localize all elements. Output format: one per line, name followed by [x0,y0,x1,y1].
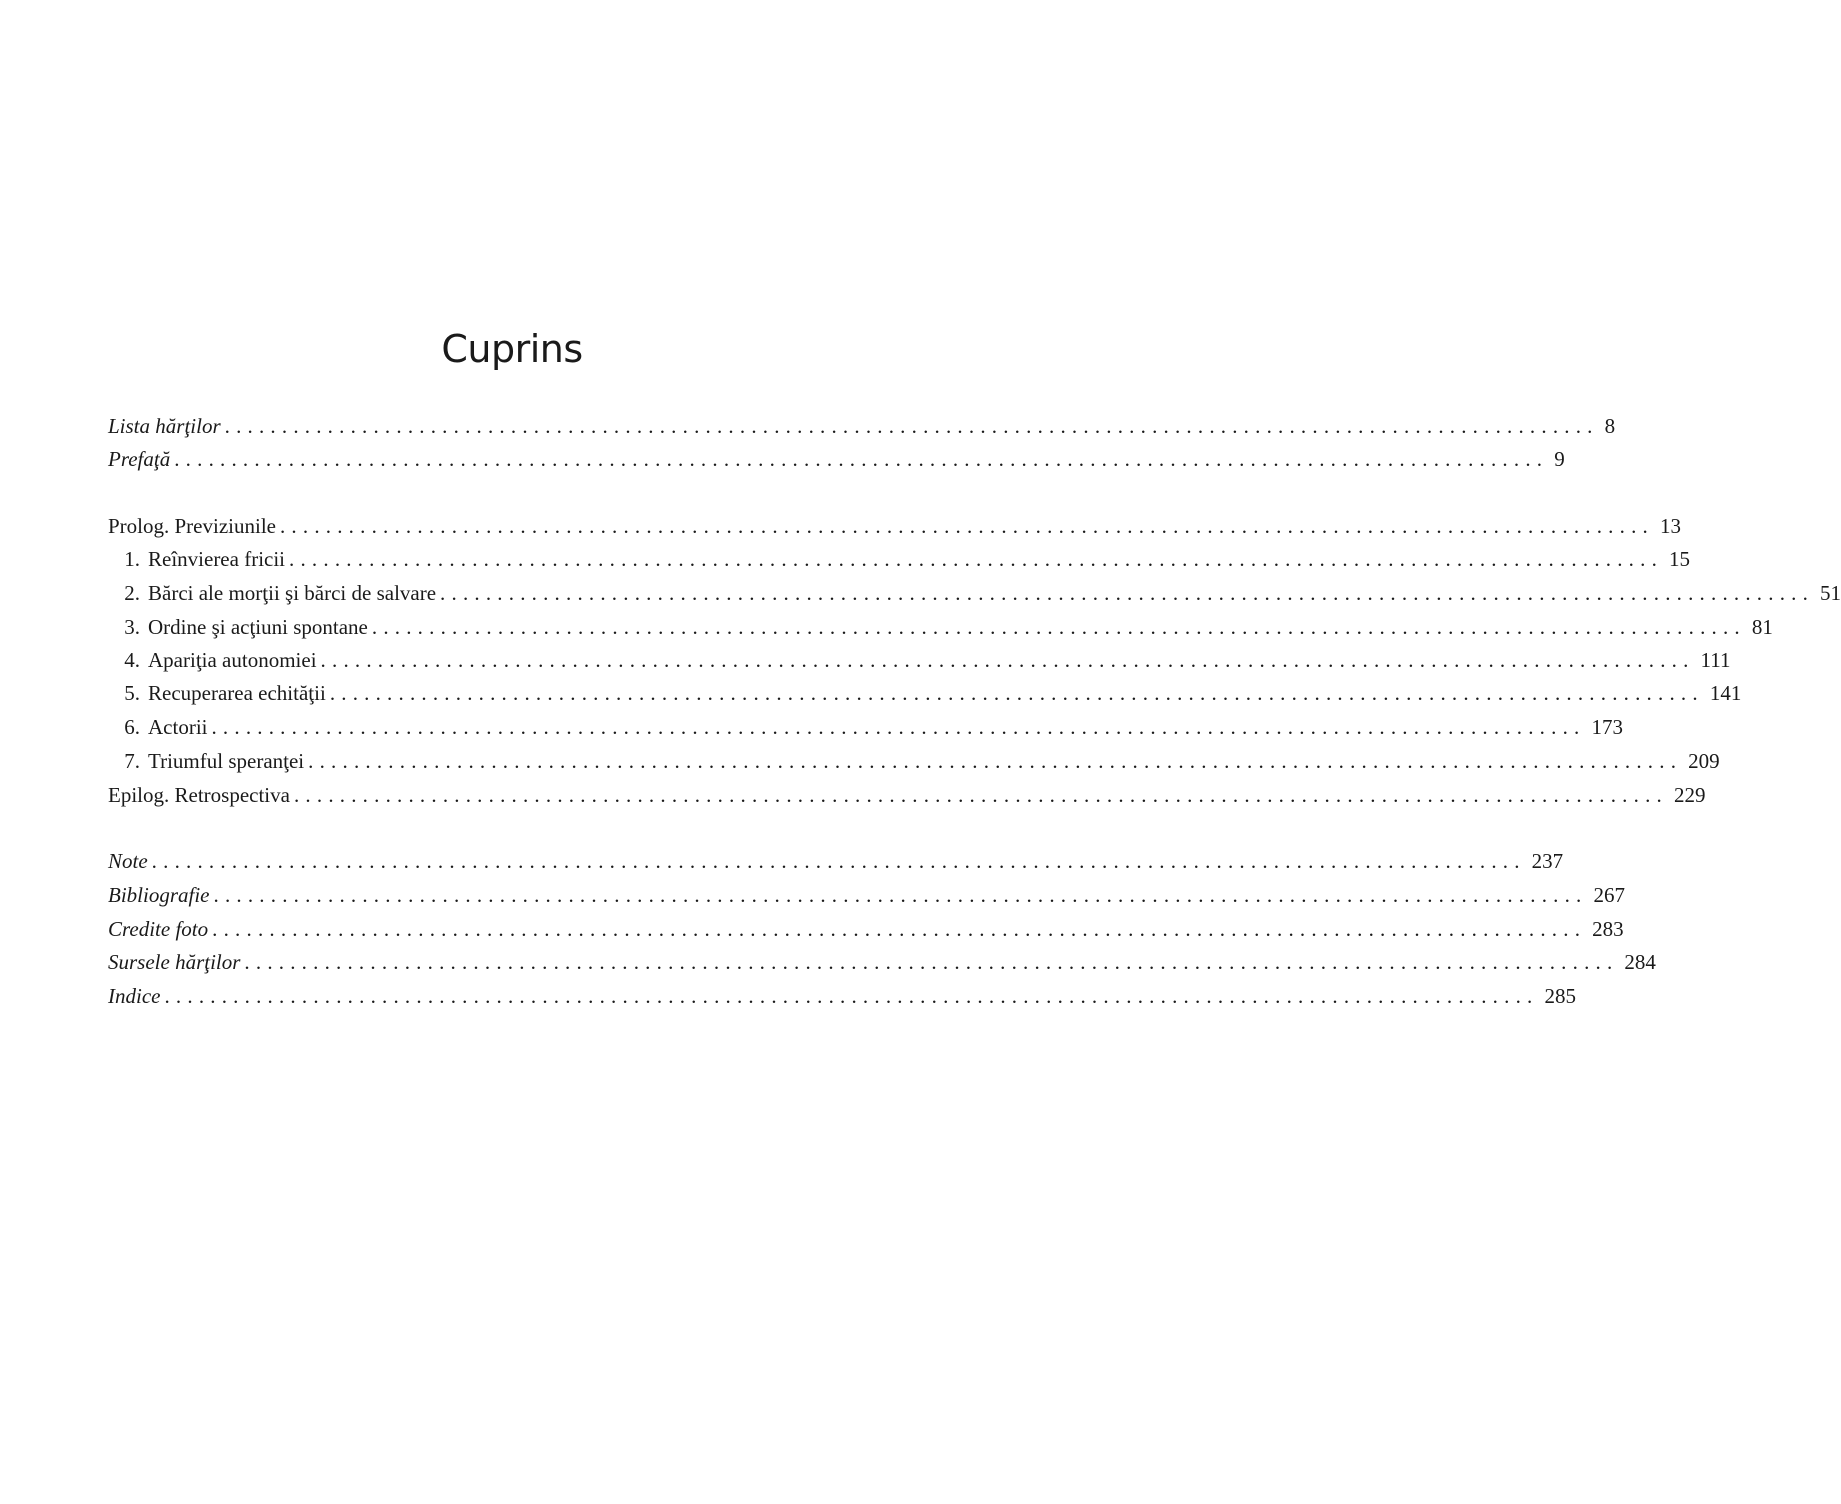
toc-page-number: 283 [1592,917,1624,941]
toc-entry-chapter-7[interactable] [108,746,1720,776]
chapter-number: 4. [124,648,140,672]
toc-page-number: 141 [1709,681,1742,705]
toc-page-number: 9 [1554,447,1565,471]
dot-leader: ........................................................................................................................ [213,883,1588,907]
toc-page-number: 285 [1544,984,1576,1008]
table-of-contents [108,0,1841,1504]
toc-entry-label: Actorii [148,715,208,739]
toc-entry-label: Lista hărţilor [108,414,221,438]
toc-page-number: 267 [1593,883,1625,907]
toc-page-number: 51 [1820,581,1841,605]
toc-page-number: 81 [1751,615,1773,639]
toc-entry-index[interactable] [108,981,1576,1011]
toc-entry-label: Bibliografie [108,883,210,907]
toc-entry-chapter-1[interactable] [108,544,1691,574]
toc-entry-prologue[interactable] [108,511,1681,541]
toc-entry-photo-credits[interactable] [108,914,1624,944]
dot-leader: ........................................................................................................................ [293,783,1668,807]
toc-entry-map-sources[interactable] [108,947,1656,977]
toc-entry-label: Bărci ale morţii şi bărci de salvare [148,581,437,605]
toc-page-number: 237 [1531,849,1564,873]
toc-entry-chapter-5[interactable] [108,678,1742,708]
toc-page-number: 229 [1673,783,1706,807]
chapter-number: 7. [124,749,140,773]
dot-leader: ........................................................................................................................ [279,514,1654,538]
toc-entry-label: Indice [108,984,161,1008]
toc-entry-label: Apariţia autonomiei [148,648,317,672]
page-title: Cuprins [441,327,583,372]
toc-entry-label: Reînvierea fricii [148,547,286,571]
toc-entry-chapter-2[interactable] [108,578,1841,608]
toc-entry-label: Triumful speranţei [148,749,305,773]
toc-page-number: 209 [1688,749,1720,773]
dot-leader: ........................................................................................................................ [174,447,1549,471]
dot-leader: ........................................................................................................................ [211,715,1586,739]
toc-entry-label: Epilog. Retrospectiva [108,783,290,807]
toc-entry-label: Sursele hărţilor [108,950,241,974]
chapter-number: 1. [124,547,140,571]
dot-leader: ........................................................................................................................ [224,414,1599,438]
toc-entry-label: Credite foto [108,917,209,941]
toc-entry-chapter-4[interactable] [108,645,1731,675]
toc-entry-bibliography[interactable] [108,880,1625,910]
toc-entry-label: Ordine şi acţiuni spontane [148,615,368,639]
toc-entry-label: Recuperarea echităţii [148,681,326,705]
chapter-number: 6. [124,715,140,739]
toc-page-number: 15 [1669,547,1691,571]
toc-entry-chapter-6[interactable] [108,712,1623,742]
dot-leader: ........................................................................................................................ [164,984,1539,1008]
dot-leader: ........................................................................................................................ [320,648,1695,672]
dot-leader: ........................................................................................................................ [289,547,1664,571]
toc-entry-label: Note [108,849,148,873]
toc-page-number: 111 [1700,648,1731,672]
toc-page-number: 284 [1624,950,1656,974]
toc-entry-label: Prolog. Previziunile [108,514,276,538]
dot-leader: ........................................................................................................................ [440,581,1815,605]
toc-page-number: 173 [1591,715,1623,739]
toc-page-number: 13 [1659,514,1681,538]
toc-entry-label: Prefaţă [108,447,171,471]
dot-leader: ........................................................................................................................ [212,917,1587,941]
toc-page-number: 8 [1604,414,1616,438]
dot-leader: ........................................................................................................................ [151,849,1526,873]
toc-entry-epilogue[interactable] [108,780,1706,810]
dot-leader: ........................................................................................................................ [329,681,1704,705]
toc-entry-notes[interactable] [108,846,1564,876]
chapter-number: 2. [124,581,140,605]
chapter-number: 5. [124,681,140,705]
dot-leader: ........................................................................................................................ [308,749,1683,773]
toc-entry-preface[interactable] [108,444,1565,474]
dot-leader: ........................................................................................................................ [371,615,1746,639]
dot-leader: ........................................................................................................................ [244,950,1619,974]
toc-entry-chapter-3[interactable] [108,612,1773,642]
chapter-number: 3. [124,615,140,639]
toc-entry-list-of-maps[interactable] [108,411,1616,441]
